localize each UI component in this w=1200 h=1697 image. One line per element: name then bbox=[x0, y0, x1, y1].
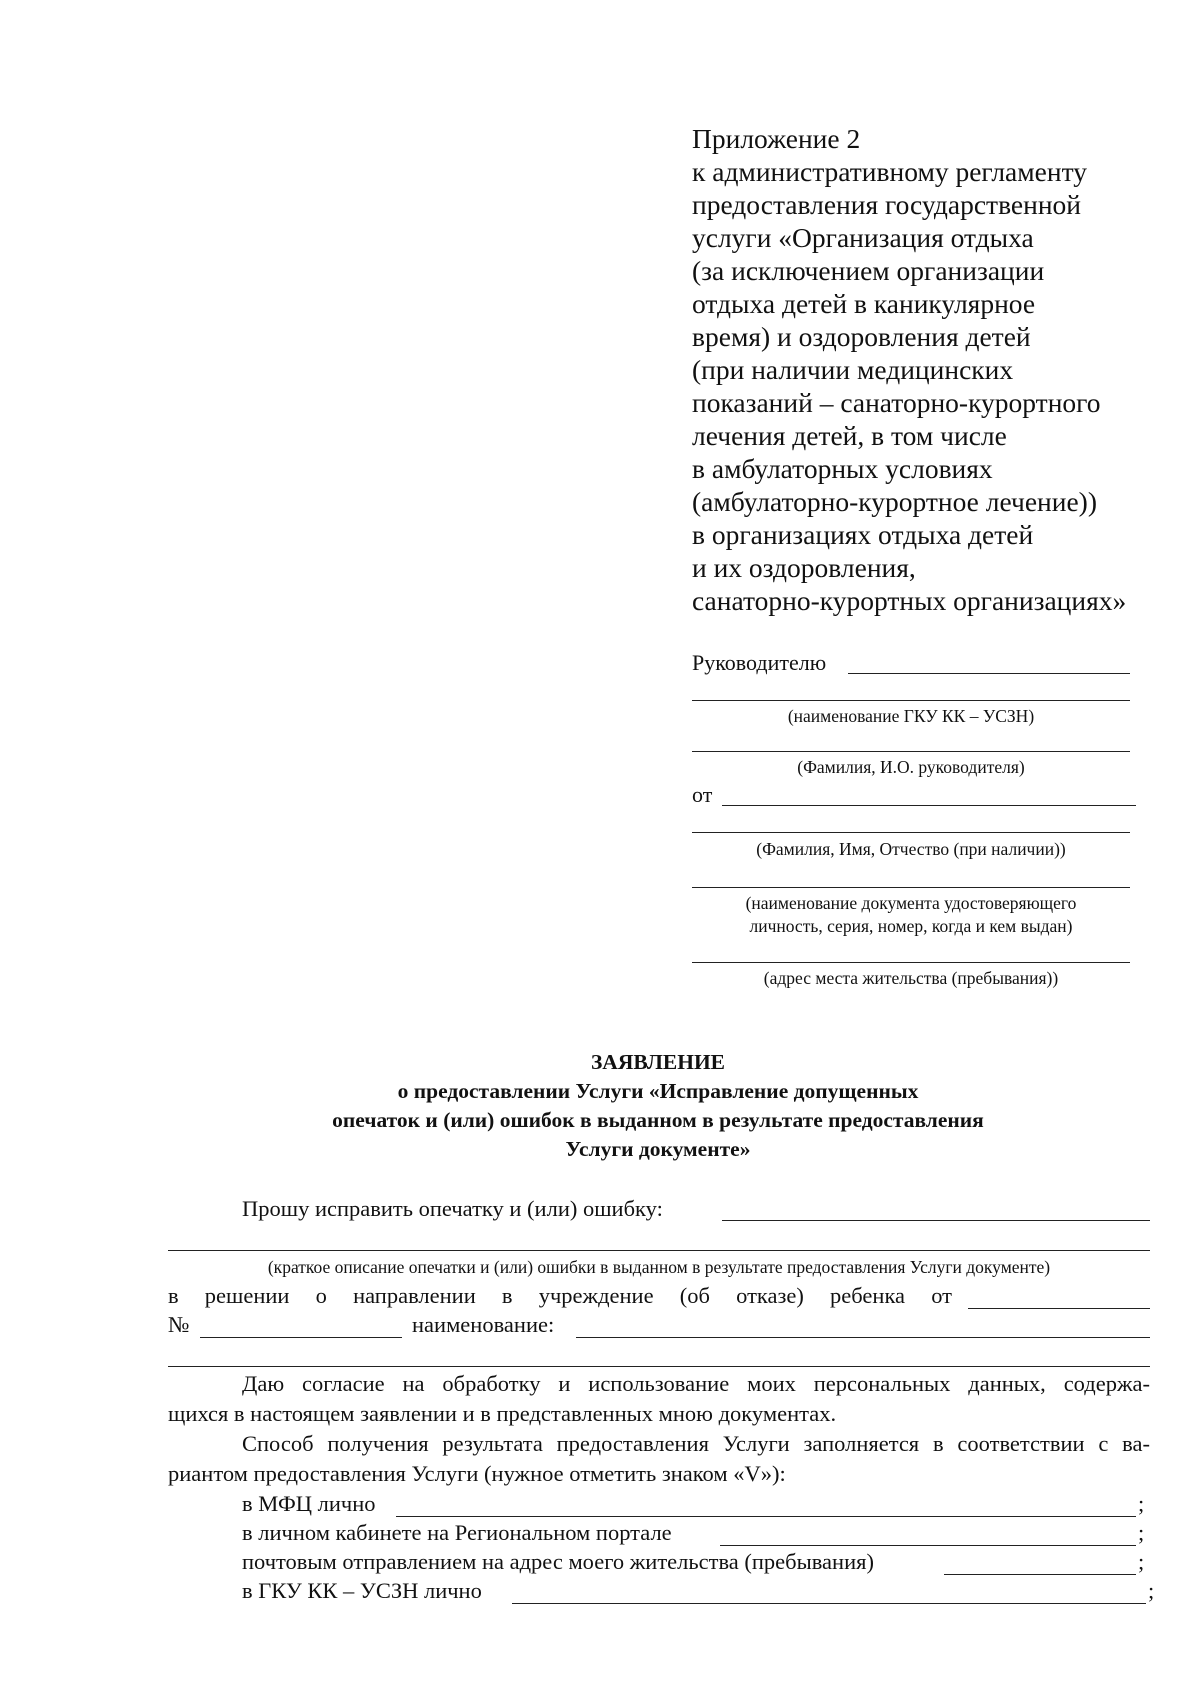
method-line-2: риантом предоставления Услуги (нужное отметить знаком «V»): bbox=[168, 1461, 786, 1486]
appendix-line: (при наличии медицинских bbox=[692, 354, 1014, 385]
to-label: Руководителю bbox=[692, 650, 827, 675]
method-line-1: Способ получения результата предоставления Услуги заполняется в соответствии с ва- bbox=[242, 1431, 1150, 1456]
option-uszn: в ГКУ КК – УСЗН лично bbox=[242, 1578, 482, 1603]
option-portal: в личном кабинете на Региональном портале bbox=[242, 1520, 672, 1545]
decision-word: о bbox=[315, 1283, 327, 1308]
org-name-caption: (наименование ГКУ КК – УСЗН) bbox=[787, 706, 1035, 726]
residence-address-caption: (адрес места жительства (пребывания)) bbox=[763, 968, 1059, 988]
statement-title bbox=[168, 1048, 1148, 1164]
appendix-line: к административному регламенту bbox=[692, 156, 1087, 187]
decision-word: отказе) bbox=[736, 1283, 804, 1308]
appendix-line: Приложение 2 bbox=[692, 123, 861, 154]
appendix-line: показаний – санаторно-курортного bbox=[692, 387, 1101, 418]
name-label: наименование: bbox=[412, 1312, 555, 1337]
identity-document-field[interactable] bbox=[692, 887, 1130, 888]
request-label: Прошу исправить опечатку и (или) ошибку: bbox=[242, 1196, 663, 1221]
title-line: о предоставлении Услуги «Исправление допущенных bbox=[397, 1079, 919, 1103]
decision-line bbox=[168, 1283, 952, 1309]
consent-line-2: щихся в настоящем заявлении и в представленных мною документах. bbox=[168, 1401, 837, 1426]
appendix-line: (за исключением организации bbox=[692, 255, 1045, 286]
consent-line-1: Даю согласие на обработку и использование моих персональных данных, содержа- bbox=[242, 1371, 1150, 1396]
appendix-line: в амбулаторных условиях bbox=[692, 453, 993, 484]
decision-date-field[interactable] bbox=[968, 1308, 1150, 1309]
appendix-line: отдыха детей в каникулярное bbox=[692, 288, 1036, 319]
decision-word: учреждение bbox=[538, 1283, 654, 1308]
appendix-line: (амбулаторно-курортное лечение)) bbox=[692, 486, 1097, 517]
title-line: Услуги документе» bbox=[565, 1137, 751, 1161]
appendix-line: и их оздоровления, bbox=[692, 552, 916, 583]
head-name-field[interactable] bbox=[692, 751, 1130, 752]
decision-word: от bbox=[931, 1283, 952, 1308]
option-end: ; bbox=[1138, 1549, 1145, 1574]
option-end: ; bbox=[1138, 1491, 1145, 1516]
decision-name-field-2[interactable] bbox=[168, 1366, 1150, 1367]
option-portal-field[interactable] bbox=[720, 1545, 1136, 1546]
decision-number-field[interactable] bbox=[200, 1337, 402, 1338]
option-post: почтовым отправлением на адрес моего жительства (пребывания) bbox=[242, 1549, 874, 1574]
applicant-fio-field-2[interactable] bbox=[692, 832, 1130, 833]
head-position-field[interactable] bbox=[848, 673, 1130, 674]
residence-address-field[interactable] bbox=[692, 962, 1130, 963]
appendix-header bbox=[692, 122, 1162, 617]
request-field[interactable] bbox=[722, 1220, 1150, 1221]
appendix-line: время) и оздоровления детей bbox=[692, 321, 1031, 352]
option-uszn-field[interactable] bbox=[512, 1603, 1146, 1604]
org-name-field[interactable] bbox=[692, 700, 1130, 701]
option-mfc: в МФЦ лично bbox=[242, 1491, 376, 1516]
identity-document-caption-1: (наименование документа удостоверяющего bbox=[745, 893, 1077, 913]
decision-word: в bbox=[501, 1283, 513, 1308]
appendix-line: лечения детей, в том числе bbox=[692, 420, 1007, 451]
number-label: № bbox=[168, 1312, 190, 1337]
title-line: опечаток и (или) ошибок в выданном в результате предоставления bbox=[332, 1108, 984, 1132]
option-mfc-field[interactable] bbox=[396, 1516, 1136, 1517]
applicant-fio-caption: (Фамилия, Имя, Отчество (при наличии)) bbox=[756, 839, 1066, 859]
applicant-fio-field[interactable] bbox=[722, 805, 1136, 806]
option-end: ; bbox=[1138, 1520, 1145, 1545]
option-post-field[interactable] bbox=[944, 1574, 1136, 1575]
appendix-line: услуги «Организация отдыха bbox=[692, 222, 1034, 253]
identity-document-caption-2: личность, серия, номер, когда и кем выдан) bbox=[749, 916, 1073, 936]
decision-name-field[interactable] bbox=[576, 1337, 1150, 1338]
decision-word: (об bbox=[679, 1283, 710, 1308]
decision-word: решении bbox=[204, 1283, 290, 1308]
from-label: от bbox=[692, 782, 713, 807]
appendix-line: в организациях отдыха детей bbox=[692, 519, 1034, 550]
appendix-line: санаторно-курортных организациях» bbox=[692, 585, 1127, 616]
title-heading: ЗАЯВЛЕНИЕ bbox=[590, 1050, 726, 1074]
request-field-2[interactable] bbox=[168, 1250, 1150, 1251]
appendix-line: предоставления государственной bbox=[692, 189, 1082, 220]
head-name-caption: (Фамилия, И.О. руководителя) bbox=[797, 757, 1025, 777]
description-caption: (краткое описание опечатки и (или) ошибки в выданном в результате предоставления Услуги документе) bbox=[267, 1257, 1051, 1277]
decision-word: в bbox=[168, 1283, 179, 1308]
decision-word: ребенка bbox=[830, 1283, 906, 1308]
decision-word: направлении bbox=[353, 1283, 476, 1308]
option-end: ; bbox=[1148, 1578, 1155, 1603]
